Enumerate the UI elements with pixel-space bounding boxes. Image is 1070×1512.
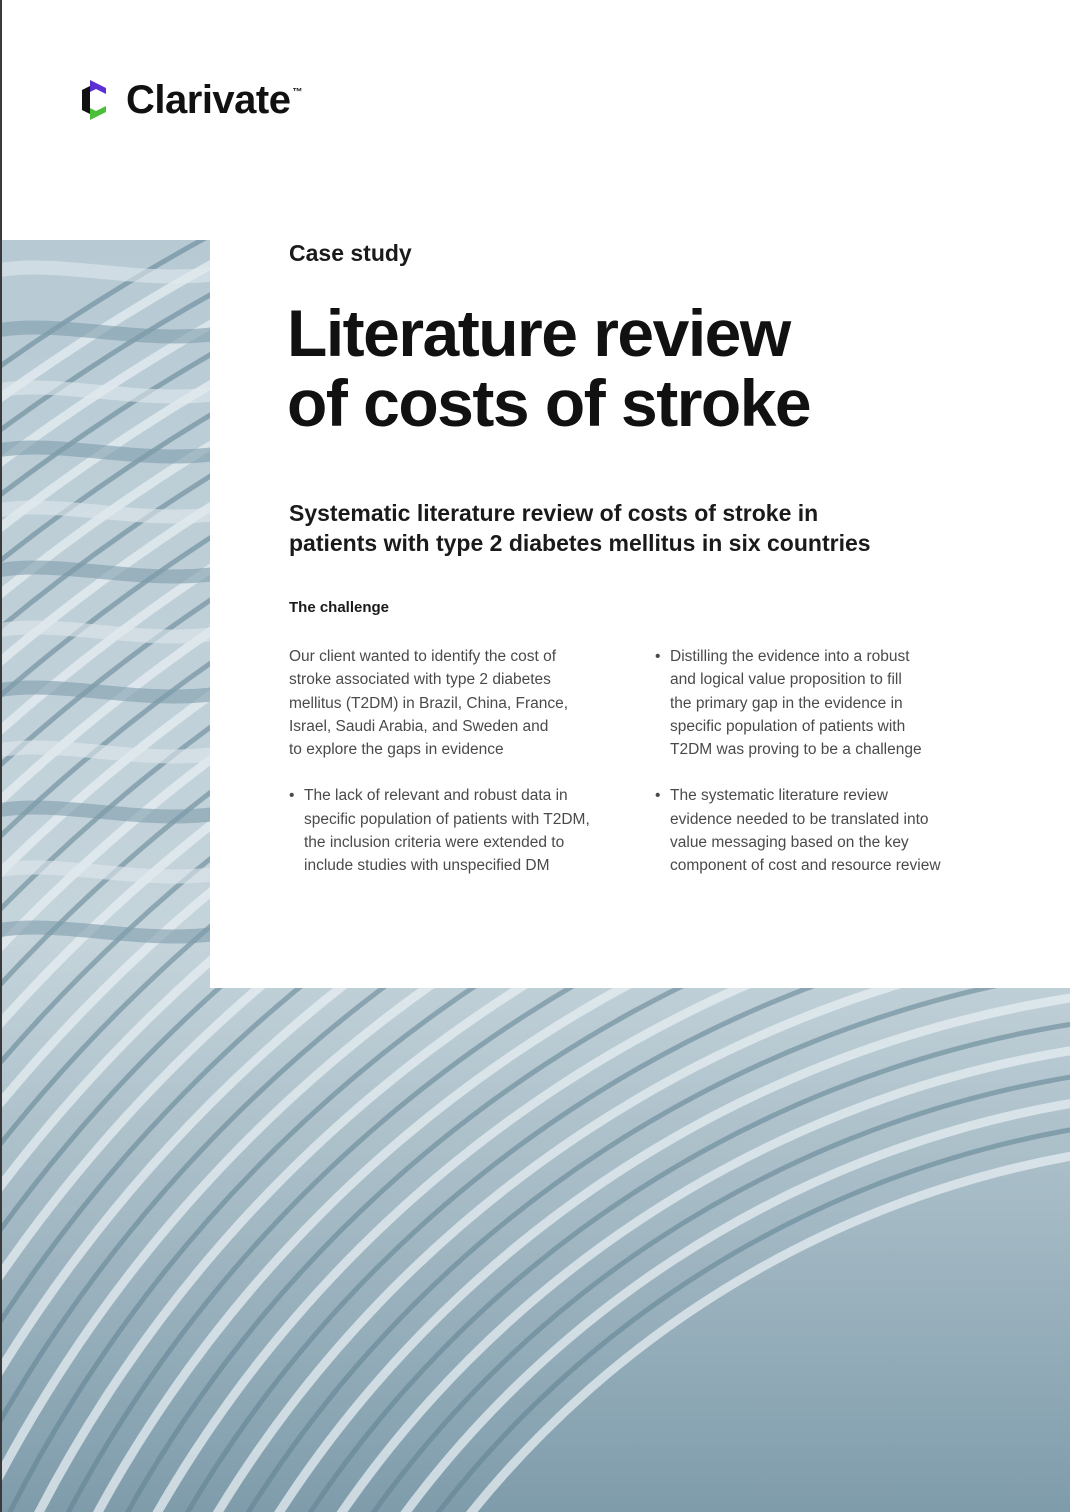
text-line: specific population of patients with T2DM,: [304, 810, 590, 828]
text-line: the inclusion criteria were extended to: [304, 834, 565, 852]
bullet-dot-icon: •: [655, 648, 661, 665]
title-line: of costs of stroke: [287, 366, 811, 440]
subtitle-line: Systematic literature review of costs of stroke in: [289, 500, 819, 526]
body-column-left: [289, 645, 629, 901]
text-line: T2DM was proving to be a challenge: [670, 741, 922, 759]
page-subtitle: [289, 498, 969, 558]
text-line: component of cost and resource review: [670, 857, 941, 875]
subtitle-line: patients with type 2 diabetes mellitus in six countries: [289, 530, 871, 556]
clarivate-logo: [76, 72, 302, 128]
intro-paragraph: [289, 645, 629, 761]
bullet-dot-icon: •: [289, 787, 295, 805]
bullet-item: [289, 784, 629, 877]
bullet-text: [670, 784, 995, 877]
page-edge-rule: [0, 0, 2, 1512]
text-line: to explore the gaps in evidence: [289, 741, 504, 759]
section-heading-challenge: The challenge: [289, 599, 390, 616]
text-line: specific population of patients with: [670, 717, 906, 735]
clarivate-mark-icon: [76, 78, 116, 122]
bullet-item: [655, 784, 995, 877]
bullet-item: [655, 645, 995, 761]
bullet-text: [670, 645, 995, 761]
text-line: include studies with unspecified DM: [304, 857, 550, 875]
text-line: Distilling the evidence into a robust: [670, 648, 910, 665]
text-line: Israel, Saudi Arabia, and Sweden and: [289, 717, 549, 735]
text-line: value messaging based on the key: [670, 834, 909, 852]
document-type-label: Case study: [289, 240, 412, 266]
text-line: stroke associated with type 2 diabetes: [289, 671, 551, 689]
text-line: The lack of relevant and robust data in: [304, 787, 568, 805]
text-line: mellitus (T2DM) in Brazil, China, France,: [289, 694, 569, 712]
trademark-symbol: ™: [292, 86, 303, 98]
bullet-text: [304, 784, 629, 877]
text-line: The systematic literature review: [670, 787, 888, 805]
text-line: Our client wanted to identify the cost of: [289, 648, 557, 665]
text-line: the primary gap in the evidence in: [670, 694, 903, 712]
text-line: evidence needed to be translated into: [670, 810, 929, 828]
text-line: and logical value proposition to fill: [670, 671, 902, 689]
page-title: [287, 298, 987, 438]
body-column-right: [655, 645, 995, 901]
brand-name: Clarivate: [126, 77, 291, 122]
title-line: Literature review: [287, 296, 790, 370]
bullet-dot-icon: •: [655, 787, 661, 805]
